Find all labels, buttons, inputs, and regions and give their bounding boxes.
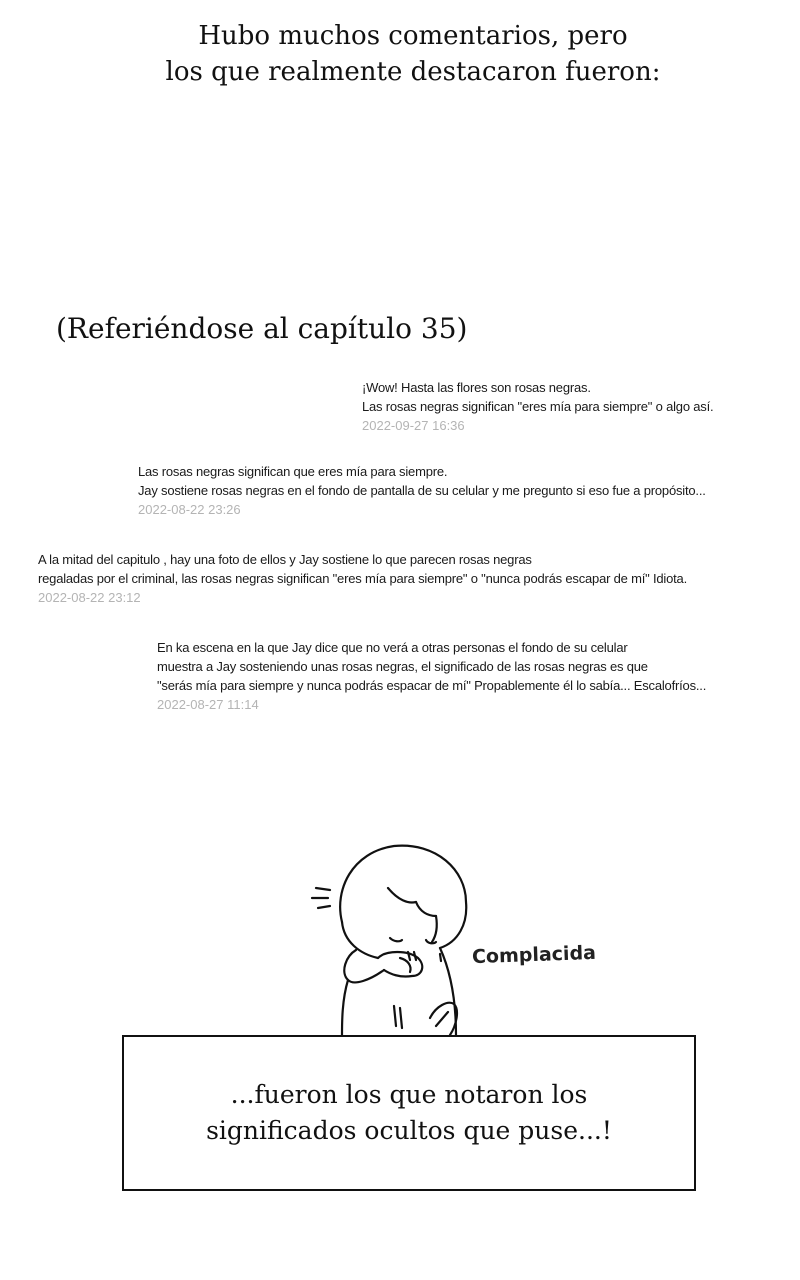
comment (362, 378, 713, 435)
intro-line-1: Hubo muchos comentarios, pero (198, 21, 628, 51)
comment-text-line: Las rosas negras significan "eres mía para siempre" o algo así. (362, 399, 714, 414)
comment (38, 550, 687, 607)
comment-text-line: muestra a Jay sosteniendo unas rosas negras, el significado de las rosas negras es que (157, 659, 648, 674)
comment-text-line: ¡Wow! Hasta las flores son rosas negras. (362, 380, 591, 395)
comment-text-line: "serás mía para siempre y nunca podrás espacar de mí" Propablemente él lo sabía... Escalofríos... (157, 678, 707, 693)
comment (138, 462, 706, 519)
pleased-character-drawing (290, 830, 490, 1040)
intro-text (0, 18, 800, 90)
comment (157, 638, 706, 714)
narration-line-1: ...fueron los que notaron los (230, 1080, 588, 1109)
comment-timestamp: 2022-08-22 23:26 (138, 502, 241, 517)
comment-text-line: regaladas por el criminal, las rosas negras significan "eres mía para siempre" o "nunca podrás escapar de mí" Idiota. (38, 571, 688, 586)
comment-timestamp: 2022-09-27 16:36 (362, 418, 465, 433)
chapter-reference-note: (Referiéndose al capítulo 35) (56, 312, 468, 345)
narration-line-2: significados ocultos que puse...! (206, 1116, 612, 1145)
intro-line-2: los que realmente destacaron fueron: (165, 57, 661, 87)
drawing-caption: Complacida (471, 941, 597, 969)
narration-box (122, 1035, 696, 1191)
comment-timestamp: 2022-08-27 11:14 (157, 697, 259, 712)
comment-text-line: A la mitad del capitulo , hay una foto de ellos y Jay sostiene lo que parecen rosas negras (38, 552, 532, 567)
comment-text-line: Las rosas negras significan que eres mía para siempre. (138, 464, 448, 479)
comment-timestamp: 2022-08-22 23:12 (38, 590, 141, 605)
comment-text-line: En ka escena en la que Jay dice que no verá a otras personas el fondo de su celular (157, 640, 628, 655)
comment-text-line: Jay sostiene rosas negras en el fondo de pantalla de su celular y me pregunto si eso fue a propósito... (138, 483, 706, 498)
